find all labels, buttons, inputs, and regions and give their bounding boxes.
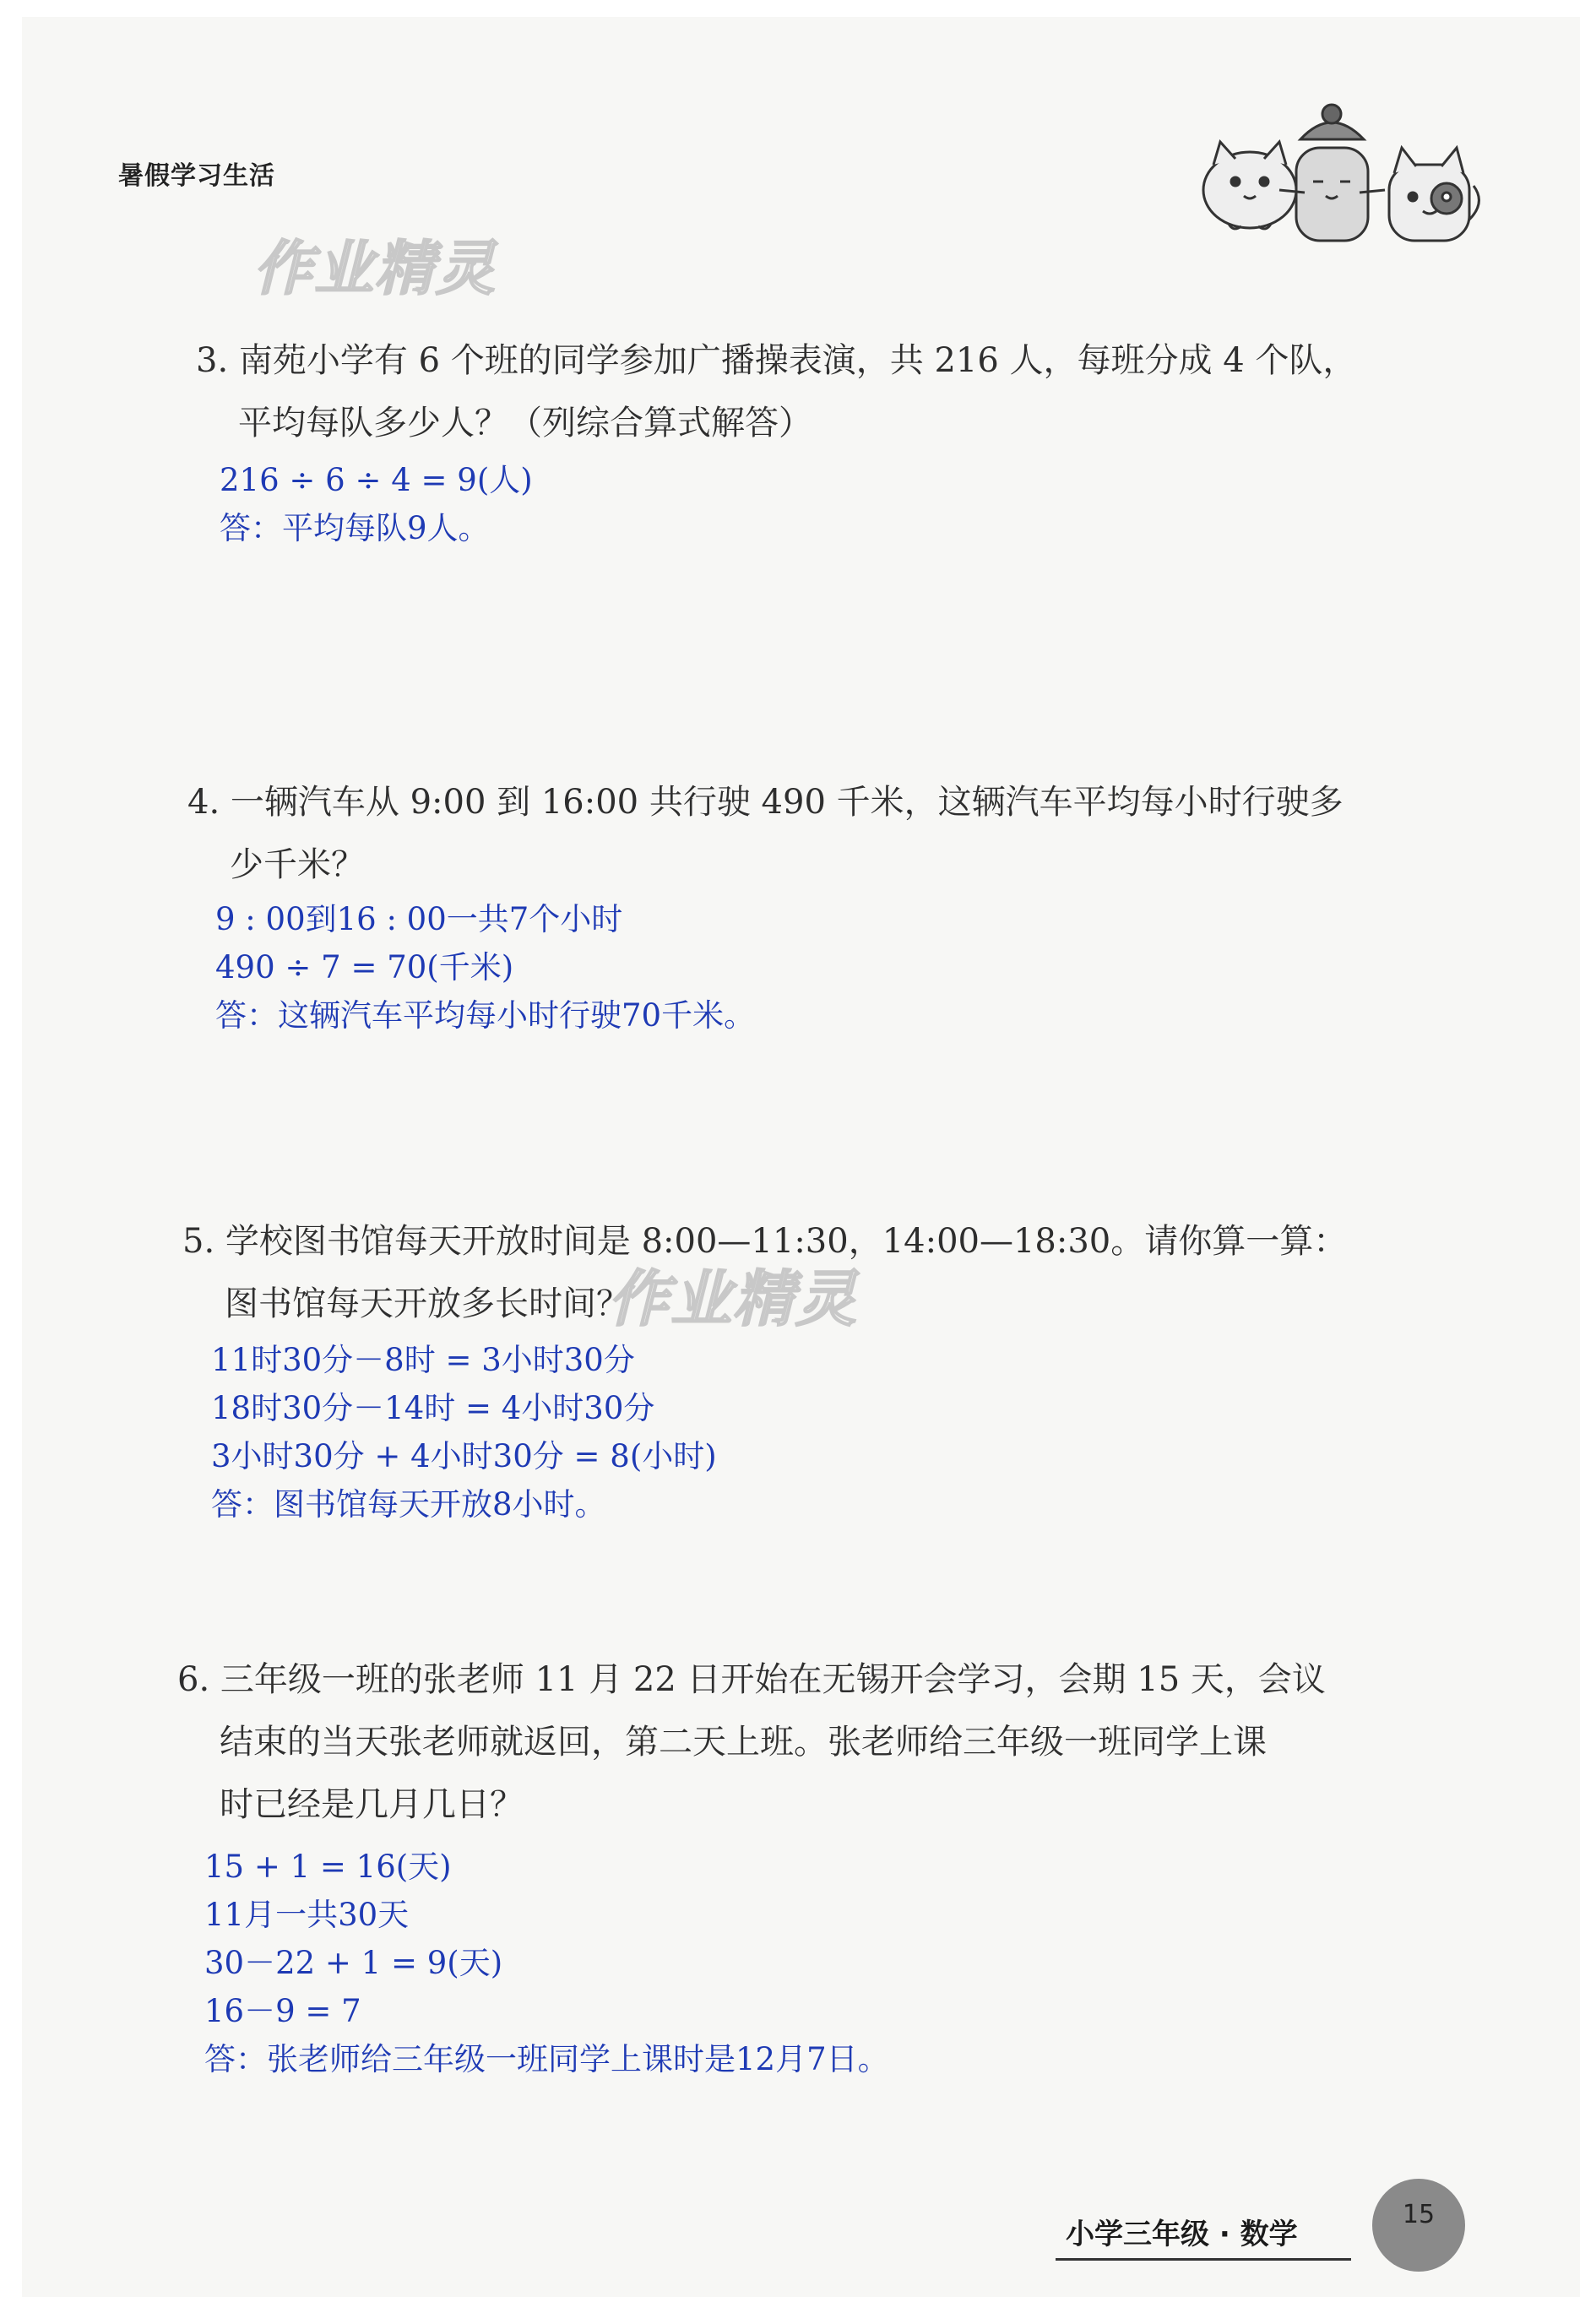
question-3	[196, 329, 1356, 454]
answer-line: 15 + 1 = 16(天)	[204, 1849, 452, 1885]
question-text-line: 结束的当天张老师就返回，第二天上班。张老师给三年级一班同学上课	[220, 1723, 1267, 1762]
question-text-line: 学校图书馆每天开放时间是 8:00—11:30，14:00—18:30。请你算一算：	[225, 1222, 1348, 1261]
answer-5	[211, 1336, 717, 1528]
answer-line: 16－9 = 7	[204, 1993, 361, 2029]
question-number: 4.	[187, 783, 220, 822]
answer-line: 答：张老师给三年级一班同学上课时是12月7日。	[204, 2041, 889, 2077]
answer-4	[215, 895, 755, 1040]
watermark-middle: 作业精灵	[608, 1263, 859, 1334]
question-5	[182, 1210, 1347, 1335]
question-number: 5.	[182, 1222, 215, 1261]
footer-grade-subject: 小学三年级 · 数学	[1066, 2218, 1298, 2251]
answer-line: 答：图书馆每天开放8小时。	[211, 1486, 606, 1523]
answer-line: 216 ÷ 6 ÷ 4 = 9(人)	[220, 462, 533, 498]
page-number: 15	[1402, 2200, 1436, 2229]
answer-3	[220, 456, 533, 552]
answer-line: 3小时30分 + 4小时30分 = 8(小时)	[211, 1438, 717, 1474]
question-text-line: 图书馆每天开放多长时间？	[225, 1284, 630, 1323]
watermark-top: 作业精灵	[253, 234, 497, 303]
question-text-line: 少千米？	[230, 845, 365, 884]
answer-line: 490 ÷ 7 = 70(千米)	[215, 949, 514, 985]
question-number: 3.	[196, 341, 229, 380]
header-title: 暑假学习生活	[118, 161, 275, 191]
question-text-line: 时已经是几月几日？	[220, 1785, 524, 1824]
answer-line: 答：这辆汽车平均每小时行驶70千米。	[215, 997, 756, 1034]
answer-6	[204, 1843, 889, 2083]
answer-line: 11月一共30天	[204, 1897, 410, 1933]
answer-line: 答：平均每队9人。	[220, 510, 490, 546]
footer-divider	[1056, 2258, 1351, 2261]
question-text-line: 南苑小学有 6 个班的同学参加广播操表演，共 216 人，每班分成 4 个队，	[238, 341, 1357, 380]
question-number: 6.	[177, 1660, 210, 1699]
question-4	[187, 771, 1344, 896]
answer-line: 11时30分－8时 = 3小时30分	[211, 1342, 635, 1378]
three-cats-illustration	[1195, 101, 1482, 245]
answer-line: 30－22 + 1 = 9(天)	[204, 1945, 503, 1981]
question-text-line: 一辆汽车从 9:00 到 16:00 共行驶 490 千米，这辆汽车平均每小时行驶多	[230, 783, 1344, 822]
answer-line: 9 : 00到16 : 00一共7个小时	[215, 901, 623, 937]
question-6	[177, 1648, 1326, 1836]
answer-line: 18时30分－14时 = 4小时30分	[211, 1390, 655, 1426]
question-text-line: 三年级一班的张老师 11 月 22 日开始在无锡开会学习，会期 15 天，会议	[220, 1660, 1326, 1699]
question-text-line: 平均每队多少人？（列综合算式解答）	[238, 404, 812, 443]
